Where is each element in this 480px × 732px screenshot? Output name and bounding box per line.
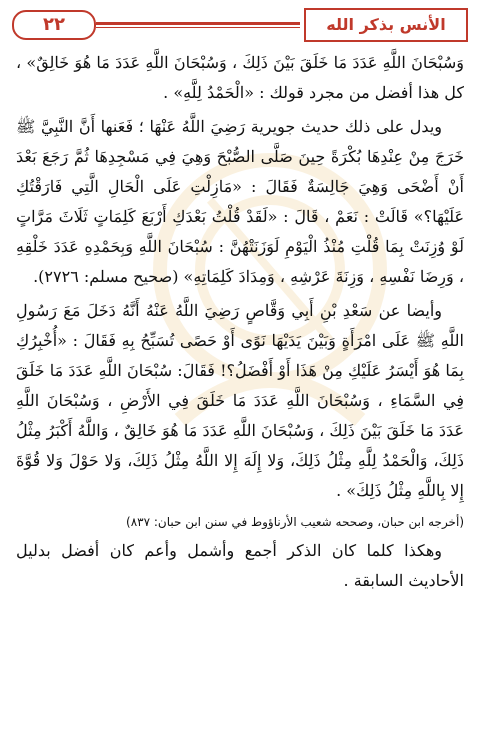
header-rule bbox=[96, 22, 300, 25]
page-body bbox=[16, 48, 464, 600]
book-title: الأنس بذكر الله bbox=[304, 8, 468, 42]
header-rule-thin bbox=[96, 27, 300, 28]
paragraph-3: وأيضا عن سَعْدِ بْنِ أَبِي وَقَّاصٍ رَضِيَ اللَّهُ عَنْهُ أَنَّهُ دَخَلَ مَعَ رَسُولِ اللَّهِ ﷺ عَلَى امْرَأَةٍ وَبَيْنَ يَدَيْهَا نَوًى أَوْ حَصًى تُسَبِّحُ بِهِ فَقَالَ : «أُخْبِرُكِ بِمَا هُوَ أَيْسَرُ عَلَيْكِ مِنْ هَذَا أَوْ أَفْضَلُ؟! فَقَالَ: سُبْحَانَ اللَّهِ عَدَدَ مَا خَلَقَ فِي السَّمَاءِ ، وَسُبْحَانَ اللَّهِ عَدَدَ مَا خَلَقَ فِي الأَرْضِ ، وَسُبْحَانَ اللَّهِ عَدَدَ مَا خَلَقَ بَيْنَ ذَلِكَ ، وَسُبْحَانَ اللَّهِ عَدَدَ مَا هُوَ خَالِقٌ ، وَاللَّهُ أَكْبَرُ مِثْلُ ذَلِكَ، وَالْحَمْدُ لِلَّهِ مِثْلُ ذَلِكَ، وَلا إِلَهَ إِلا اللَّهُ مِثْلُ ذَلِكَ، وَلا حَوْلَ وَلا قُوَّةَ إِلا بِاللَّهِ مِثْلُ ذَلِكَ» . bbox=[16, 301, 465, 500]
paragraph-2: ويدل على ذلك حديث جويرية رَضِيَ اللَّهُ عَنْهَا ؛ فَعَنها أَنَّ النَّبِيَّ ﷺ خَرَجَ مِنْ عِنْدِهَا بُكْرَةً حِينَ صَلَّى الصُّبْحَ وَهِيَ فِي مَسْجِدِهَا ثُمَّ رَجَعَ بَعْدَ أَنْ أَضْحَى وَهِيَ جَالِسَةٌ فَقَالَ : «مَازِلْتِ عَلَى الْحَالِ الَّتِي فَارَقْتُكِ عَلَيْهَا؟» قَالَتْ : نَعَمْ ، قَالَ : «لَقَدْ قُلْتُ بَعْدَكِ أَرْبَعَ كَلِمَاتٍ ثَلَاثَ مَرَّاتٍ لَوْ وُزِنَتْ بِمَا قُلْتِ مُنْذُ الْيَوْمِ لَوَزَنَتْهُنَّ : سُبْحَانَ اللَّهِ وَبِحَمْدِهِ عَدَدَ خَلْقِهِ ، وَرِضَا نَفْسِهِ ، وَزِنَةَ عَرْشِهِ ، وَمِدَادَ كَلِمَاتِهِ» (صحيح مسلم: ٢٧٢٦). bbox=[16, 117, 464, 286]
paragraph-1: وَسُبْحَانَ اللَّهِ عَدَدَ مَا خَلَقَ بَيْنَ ذَلِكَ ، وَسُبْحَانَ اللَّهِ عَدَدَ مَا هُوَ خَالِقٌ» ، كل هذا أفضل من مجرد قولك : «الْحَمْدُ لِلَّهِ» . bbox=[16, 53, 464, 102]
page-number: ٢٢ bbox=[12, 10, 96, 40]
hadith-reference: (أخرجه ابن حبان، وصححه شعيب الأرناؤوط في سنن ابن حبان: ٨٣٧) bbox=[126, 515, 464, 529]
closing-paragraph: وهكذا كلما كان الذكر أجمع وأشمل وأعم كان أفضل بدليل الأحاديث السابقة . bbox=[16, 541, 464, 590]
page-header bbox=[12, 8, 468, 40]
